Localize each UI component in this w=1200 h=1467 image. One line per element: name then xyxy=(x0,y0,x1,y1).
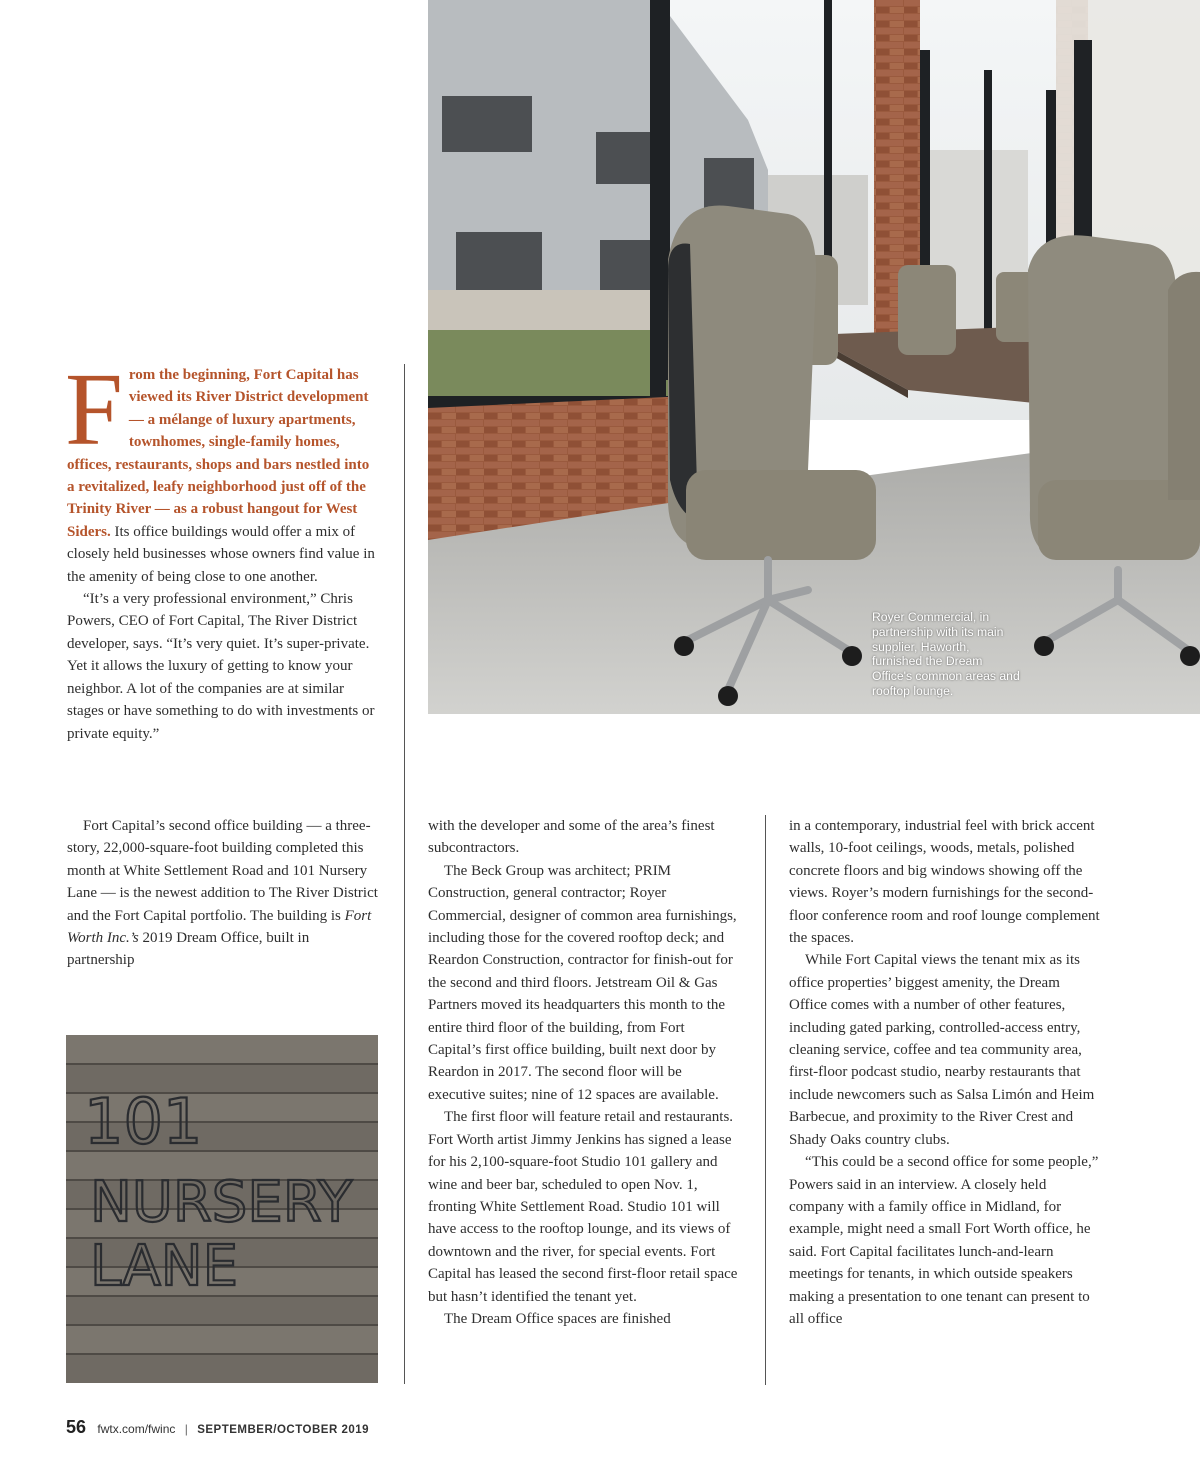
website-url: fwtx.com/fwinc xyxy=(97,1422,176,1436)
article-column-1-lower xyxy=(67,815,379,972)
paragraph-text: Fort Capital’s second office building — a three-story, 22,000-square-foot building completed this month at White Settlement Road and 101 Nursery Lane — is the newest addition to The River District and the Fort Capital portfolio. The building is xyxy=(67,818,378,924)
body-paragraph xyxy=(67,815,379,972)
sign-suffix: LANE xyxy=(90,1234,239,1299)
photo-caption: Royer Commercial, in partnership with its main supplier, Haworth, furnished the Dream Office's common areas and rooftop lounge. xyxy=(872,610,1020,698)
article-column-3 xyxy=(789,815,1101,1330)
paragraph-text: 2019 Dream Office, built in partnership xyxy=(67,930,310,969)
lede-text: rom the beginning, Fort Capital has viewed its River District development — a mélange of luxury apartments, townhomes, single-family homes, offices, restaurants, shops and bars nestled into a revitalized, leafy neighborhood just off of the Trinity River — as a robust hangout for West Siders. xyxy=(67,367,370,540)
conference-room-photo xyxy=(428,0,1200,714)
article-column-2 xyxy=(428,815,740,1330)
body-paragraph: in a contemporary, industrial feel with brick accent walls, 10-foot ceilings, woods, metals, polished concrete floors and big windows showing off the views. Royer’s modern furnishings for the second-floor conference room and roof lounge complement the spaces. xyxy=(789,818,1100,947)
page-number: 56 xyxy=(66,1417,87,1437)
column-rule xyxy=(404,364,405,1384)
body-paragraph: The first floor will feature retail and restaurants. Fort Worth artist Jimmy Jenkins has signed a lease for his 2,100-square-foot Studio 101 gallery and wine and beer bar, scheduled to open Nov. 1, fronting White Settlement Road. Studio 101 will have access to the rooftop lounge, and its views of downtown and the river, for special events. Fort Capital has leased the second first-floor retail space but hasn’t identified the tenant yet. xyxy=(428,1109,738,1305)
column-rule xyxy=(765,815,766,1385)
publication-name: Fort Worth Inc.’s xyxy=(67,907,372,947)
body-paragraph: The Dream Office spaces are finished xyxy=(444,1310,671,1327)
address-sign-photo xyxy=(66,1035,378,1383)
body-paragraph: The Beck Group was architect; PRIM Construction, general contractor; Royer Commercial, designer of common area furnishings, including those for the covered rooftop deck; and Reardon Construction, contractor for finish-out for the second and third floors. Jetstream Oil & Gas Partners moved its headquarters this month to the entire third floor of the building, from Fort Capital’s first office building, built next door by Reardon in 2017. The second floor will be executive suites; nine of 12 spaces are available. xyxy=(428,862,737,1103)
quote-paragraph: “It’s a very professional environment,” Chris Powers, CEO of Fort Capital, The River District developer, says. “It’s very quiet. It’s super-private. Yet it allows the luxury of getting to know your neighbor. A lot of the companies are at similar stages or have something to do with investments or private equity.” xyxy=(67,591,375,742)
sign-street: NURSERY xyxy=(90,1170,353,1235)
footer-separator: | xyxy=(184,1422,188,1436)
article-column-1 xyxy=(65,352,379,745)
page-footer xyxy=(66,1417,369,1438)
conference-room-illustration xyxy=(428,0,1200,714)
lede-paragraph xyxy=(65,352,379,588)
body-paragraph: “This could be a second office for some people,” Powers said in an interview. A closely held company with a family office in Midland, for example, might need a small Fort Worth office, he said. Fort Capital facilitates lunch-and-learn meetings for tenants, in which outside speakers making a presentation to one tenant can present to all office xyxy=(789,1154,1099,1327)
body-paragraph: with the developer and some of the area’s finest subcontractors. xyxy=(428,818,715,857)
wood-plank-sign xyxy=(66,1035,378,1383)
paragraph-text: Its office buildings would offer a mix of closely held businesses whose owners find value in the amenity of being close to one another. xyxy=(67,523,375,585)
issue-date: SEPTEMBER/OCTOBER 2019 xyxy=(197,1424,370,1436)
drop-cap: F xyxy=(65,352,123,467)
body-paragraph: While Fort Capital views the tenant mix as its office properties’ biggest amenity, the Dream Office comes with a number of other features, including gated parking, controlled-access entry, cleaning service, coffee and tea community area, first-floor podcast studio, nearby restaurants that include newcomers such as Salsa Limón and Heim Barbecue, and proximity to the River Crest and Shady Oaks country clubs. xyxy=(789,952,1095,1148)
sign-number: 101 xyxy=(84,1085,203,1158)
